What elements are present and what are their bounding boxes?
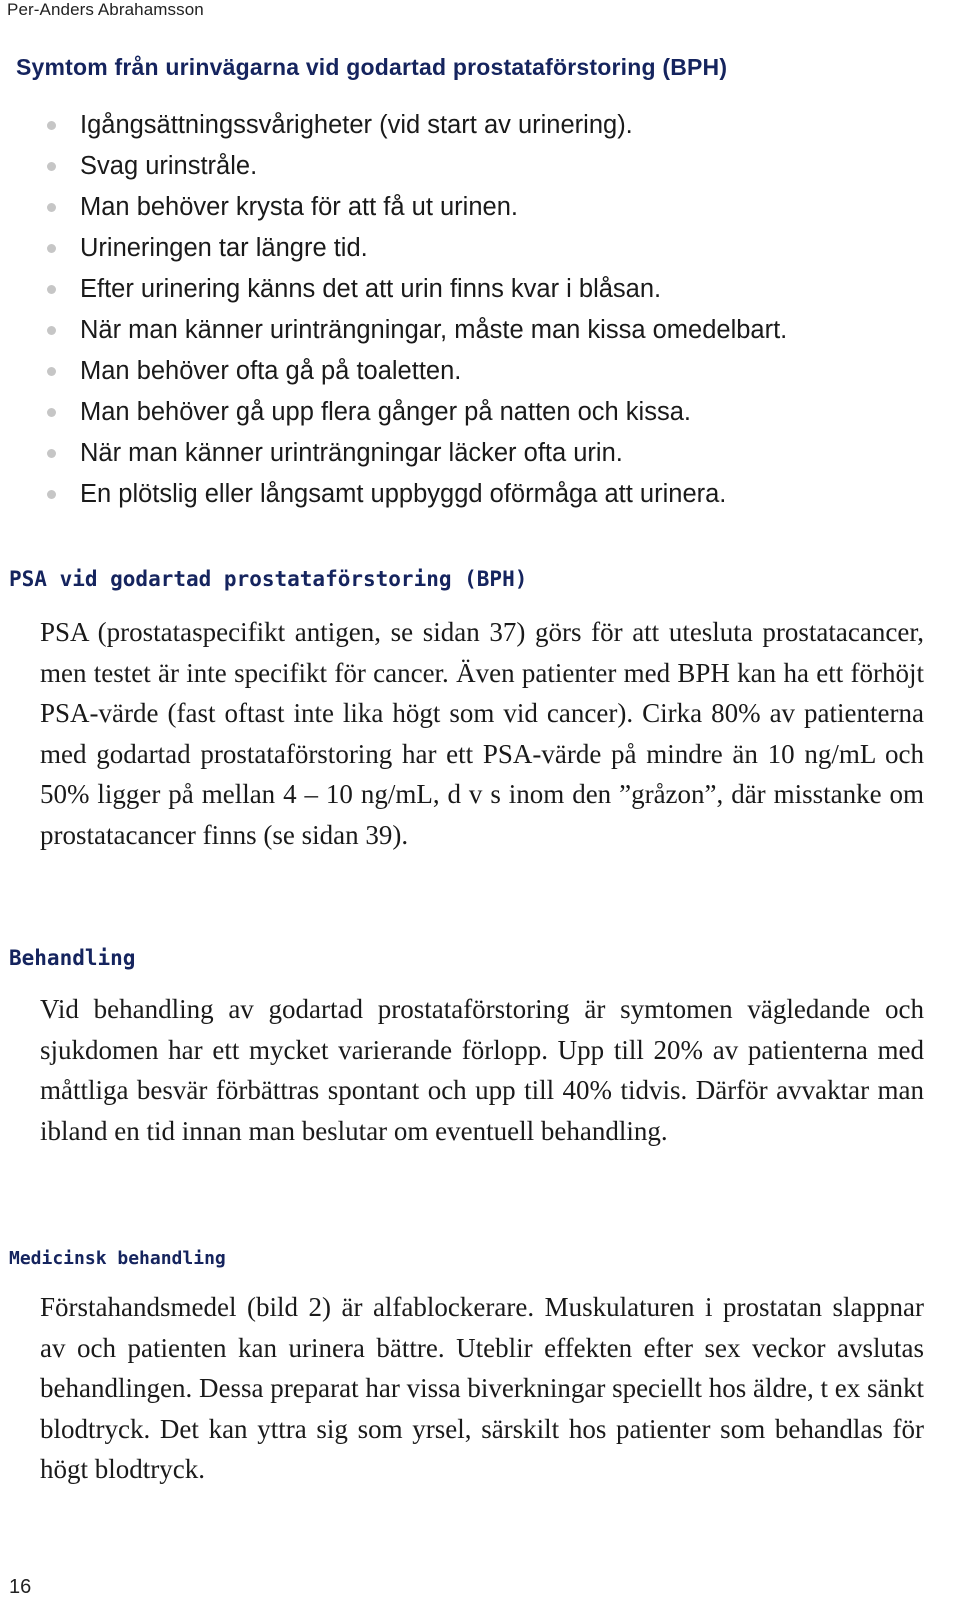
bullet-icon bbox=[47, 285, 56, 294]
bullet-icon bbox=[47, 326, 56, 335]
list-item-text: När man känner urinträngningar, måste man kissa omedelbart. bbox=[80, 316, 788, 344]
page-number: 16 bbox=[9, 1576, 32, 1598]
list-item bbox=[0, 351, 787, 392]
medical-treatment-paragraph: Förstahandsmedel (bild 2) är alfablockerare. Muskulaturen i prostatan slappnar av och patienten kan urinera bättre. Uteblir effekten efter sex veckor avslutas behandlingen. Dessa preparat har vissa biverkningar speciellt hos äldre, t ex sänkt blodtryck. Det kan yttra sig som yrsel, särskilt hos patienter som behandlas för högt blodtryck. bbox=[40, 1292, 924, 1484]
list-item-text: Urineringen tar längre tid. bbox=[80, 234, 368, 262]
treatment-paragraph: Vid behandling av godartad prostataförstoring är symtomen vägledande och sjukdomen har ett mycket varierande förlopp. Upp till 20% av patienterna med måttliga besvär förbättras spontant och upp till 40% tidvis. Därför avvaktar man ibland en tid innan man beslutar om eventuell behandling. bbox=[40, 994, 924, 1146]
list-item bbox=[0, 474, 787, 515]
list-item-text: Svag urinstråle. bbox=[80, 152, 258, 180]
list-item bbox=[0, 269, 787, 310]
list-item-text: Man behöver gå upp flera gånger på natten och kissa. bbox=[80, 398, 691, 426]
list-item-text: En plötslig eller långsamt uppbyggd oförmåga att urinera. bbox=[80, 480, 727, 508]
medical-treatment-heading: Medicinsk behandling bbox=[9, 1248, 226, 1269]
bullet-icon bbox=[47, 162, 56, 171]
bullet-icon bbox=[47, 203, 56, 212]
bullet-icon bbox=[47, 121, 56, 130]
list-item bbox=[0, 187, 787, 228]
psa-paragraph: PSA (prostataspecifikt antigen, se sidan 37) görs för att utesluta prostatacancer, men testet är inte specifikt för cancer. Även patienter med BPH kan ha ett förhöjt PSA-värde (fast oftast inte lika högt som vid cancer). Cirka 80% av patienterna med godartad prostataförstoring har ett PSA-värde på mindre än 10 ng/mL och 50% ligger på mellan 4 – 10 ng/mL, d v s inom den ”gråzon”, där misstanke om prostatacancer finns (se sidan 39). bbox=[40, 617, 924, 850]
list-item-text: När man känner urinträngningar läcker ofta urin. bbox=[80, 439, 623, 467]
symptoms-heading: Symtom från urinvägarna vid godartad prostataförstoring (BPH) bbox=[16, 54, 728, 80]
bullet-icon bbox=[47, 408, 56, 417]
list-item-text: Igångsättningssvårigheter (vid start av urinering). bbox=[80, 111, 633, 139]
list-item bbox=[0, 146, 787, 187]
list-item bbox=[0, 433, 787, 474]
running-head: Per-Anders Abrahamsson bbox=[7, 0, 204, 19]
bullet-icon bbox=[47, 449, 56, 458]
list-item bbox=[0, 228, 787, 269]
list-item bbox=[0, 392, 787, 433]
list-item-text: Man behöver krysta för att få ut urinen. bbox=[80, 193, 518, 221]
bullet-icon bbox=[47, 244, 56, 253]
list-item bbox=[0, 310, 787, 351]
bullet-icon bbox=[47, 490, 56, 499]
list-item-text: Man behöver ofta gå på toaletten. bbox=[80, 357, 462, 385]
list-item bbox=[0, 105, 787, 146]
bullet-icon bbox=[47, 367, 56, 376]
psa-heading: PSA vid godartad prostataförstoring (BPH) bbox=[9, 567, 528, 591]
symptoms-list bbox=[0, 105, 787, 515]
list-item-text: Efter urinering känns det att urin finns kvar i blåsan. bbox=[80, 275, 662, 303]
treatment-heading: Behandling bbox=[9, 946, 136, 970]
